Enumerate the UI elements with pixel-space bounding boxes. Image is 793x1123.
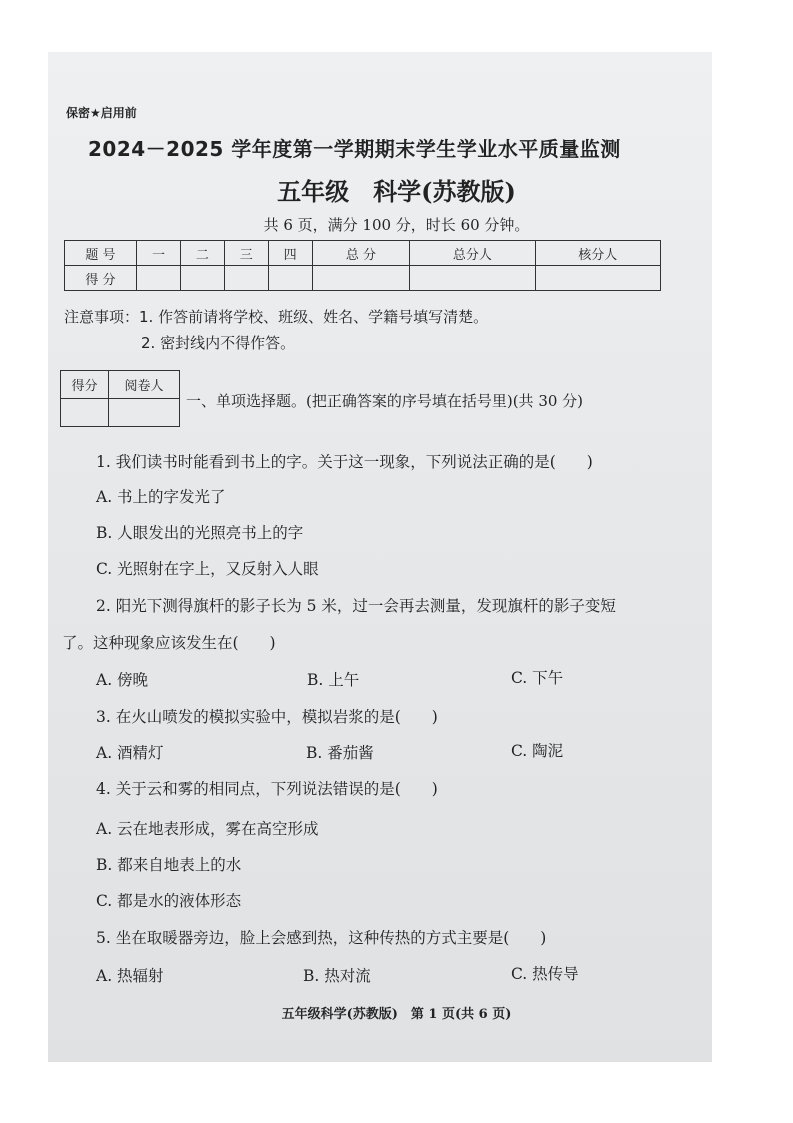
score-table-score-row (65, 266, 661, 291)
grader-box (60, 370, 180, 427)
grader-score-label: 得分 (61, 371, 109, 399)
grader-reviewer-blank (108, 399, 179, 427)
q5-option-c: C. 热传导 (511, 965, 579, 983)
section-1-title: 一、单项选择题。(把正确答案的序号填在括号里)(共 30 分) (186, 392, 584, 410)
exam-title: 2024－2025 学年度第一学期期末学生学业水平质量监测 (88, 137, 621, 161)
exam-info: 共 6 页，满分 100 分，时长 60 分钟。 (263, 216, 530, 234)
q3-option-b: B. 番茄酱 (306, 744, 374, 762)
q4-option-a: A. 云在地表形成，雾在高空形成 (96, 820, 319, 838)
score-blank-cell (224, 266, 268, 291)
notes-line-1: 注意事项：1. 作答前请将学校、班级、姓名、学籍号填写清楚。 (64, 308, 489, 326)
score-blank-cell (312, 266, 410, 291)
score-cell: 总分人 (410, 241, 535, 266)
score-blank-cell (535, 266, 660, 291)
q1-option-c: C. 光照射在字上，又反射入人眼 (96, 560, 319, 578)
q2-option-a: A. 傍晚 (96, 671, 149, 689)
q1-option-a: A. 书上的字发光了 (96, 488, 226, 506)
score-cell: 二 (180, 241, 224, 266)
score-blank-cell (268, 266, 312, 291)
score-table (64, 240, 661, 291)
grader-score-blank (61, 399, 109, 427)
q3-option-a: A. 酒精灯 (96, 744, 164, 762)
score-cell: 总 分 (312, 241, 410, 266)
subject-title: 五年级 科学(苏教版) (277, 177, 516, 206)
score-cell: 得 分 (65, 266, 137, 291)
q2-option-c: C. 下午 (511, 669, 564, 687)
score-table-header-row (65, 241, 661, 266)
secret-mark: 保密★启用前 (66, 106, 137, 120)
q4-stem: 4. 关于云和雾的相同点，下列说法错误的是( ) (96, 780, 438, 798)
score-blank-cell (137, 266, 181, 291)
q2-stem-line-2: 了。这种现象应该发生在( ) (62, 634, 276, 652)
q5-option-a: A. 热辐射 (96, 967, 164, 985)
q4-option-c: C. 都是水的液体形态 (96, 892, 242, 910)
score-cell: 三 (224, 241, 268, 266)
q2-stem-line-1: 2. 阳光下测得旗杆的影子长为 5 米，过一会再去测量，发现旗杆的影子变短 (96, 597, 616, 615)
score-blank-cell (410, 266, 535, 291)
score-cell: 一 (137, 241, 181, 266)
score-cell: 四 (268, 241, 312, 266)
score-blank-cell (180, 266, 224, 291)
q3-option-c: C. 陶泥 (511, 742, 564, 760)
notes (64, 304, 488, 356)
q2-option-b: B. 上午 (307, 671, 360, 689)
q5-stem: 5. 坐在取暖器旁边，脸上会感到热，这种传热的方式主要是( ) (96, 929, 547, 947)
score-cell: 题 号 (65, 241, 137, 266)
q1-stem: 1. 我们读书时能看到书上的字。关于这一现象，下列说法正确的是( ) (96, 453, 593, 471)
q3-stem: 3. 在火山喷发的模拟实验中，模拟岩浆的是( ) (96, 708, 438, 726)
score-cell: 核分人 (535, 241, 660, 266)
q4-option-b: B. 都来自地表上的水 (96, 856, 242, 874)
q1-option-b: B. 人眼发出的光照亮书上的字 (96, 524, 304, 542)
q5-option-b: B. 热对流 (303, 967, 371, 985)
page-footer: 五年级科学(苏教版) 第 1 页(共 6 页) (281, 1007, 512, 1022)
notes-line-2: 2. 密封线内不得作答。 (141, 334, 296, 352)
grader-reviewer-label: 阅卷人 (108, 371, 179, 399)
